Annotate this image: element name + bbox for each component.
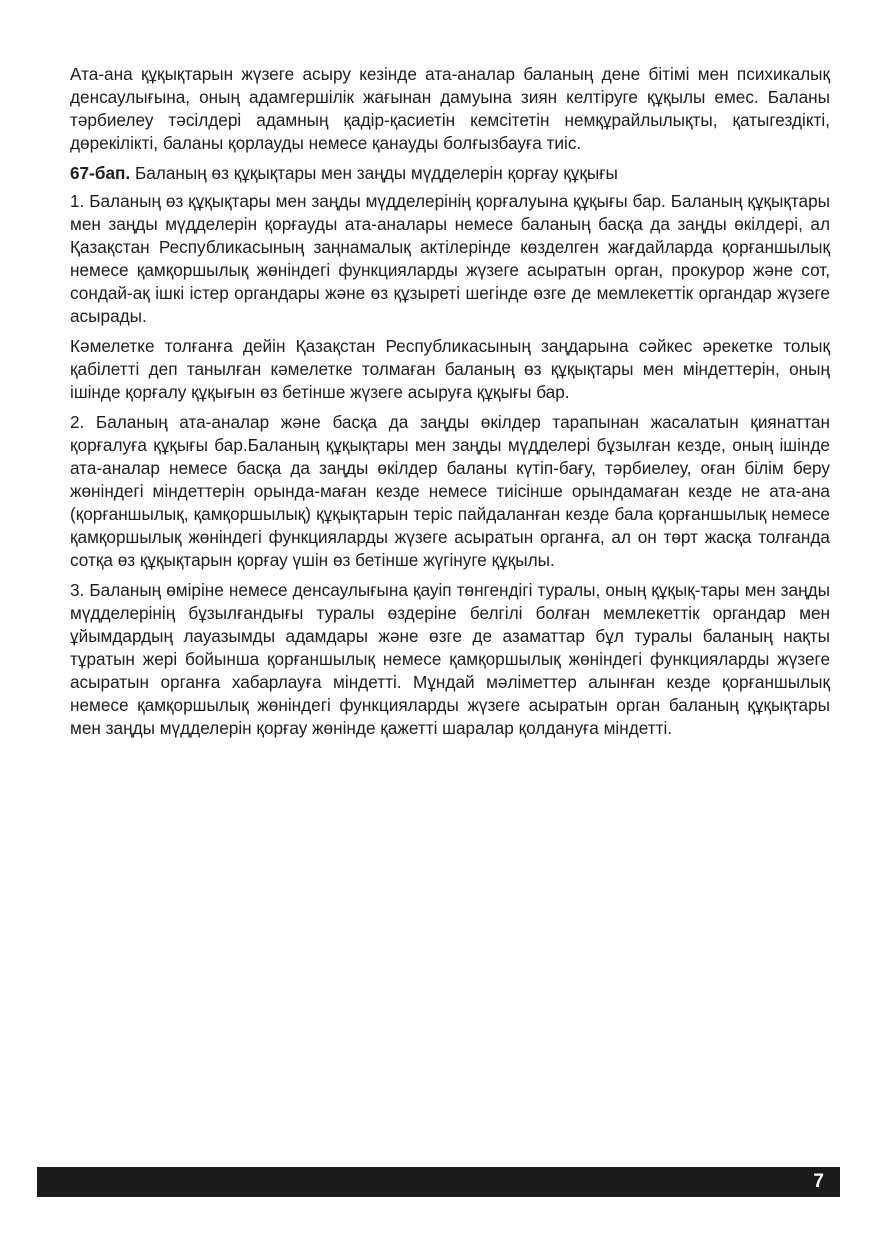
article-title: Баланың өз құқықтары мен заңды мүдделерін қорғау құқығы (134, 163, 618, 183)
article-heading (70, 162, 830, 185)
document-body (70, 63, 830, 747)
footer-bar (37, 1167, 840, 1197)
paragraph-full-capacity: Кәмелетке толғанға дейін Қазақстан Республикасының заңдарына сәйкес әрекетке толық қабілетті деп танылған кәмелетке толмаған баланың өз құқықтары мен міндеттерін, оның ішінде қорғалу құқығын өз бетінше жүзеге асыруға құқығы бар. (70, 336, 830, 402)
intro-paragraph: Ата-ана құқықтарын жүзеге асыру кезінде ата-аналар баланың дене бітімі мен психикалық денсаулығына, оның адамгершілік жағынан дамуына зиян келтіруге құқылы емес. Баланы тәрбиелеу тәсілдері адамның қадір-қасиетін кемсітетін немқұрайлылықты, қатыгездікті, дөрекілікті, баланы қорлауды немесе қанауды болғызбауға тиіс. (70, 64, 830, 153)
paragraph-2: 2. Баланың ата-аналар және басқа да заңды өкілдер тарапынан жасалатын қиянаттан қорғалуға құқығы бар.Баланың құқықтары мен заңды мүдделері бұзылған кезде, оның ішінде ата-аналар немесе басқа да заңды өкілдер баланы күтіп-бағу, тәрбиелеу, оған білім беру жөніндегі міндеттерін орында-маған кезде немесе тиісінше орындамаған кезде не ата-ана (қорғаншылық, қамқоршылық) құқықтарын теріс пайдаланған кезде бала қорғаншылық немесе қамқоршылық жөніндегі функцияларды жүзеге асыратын органға, ал он төрт жасқа толғанда сотқа өз құқықтарын қорғау үшін өз бетінше жүгінуге құқылы. (70, 412, 830, 570)
paragraph-1: 1. Баланың өз құқықтары мен заңды мүдделерінің қорғалуына құқығы бар. Баланың құқықтары мен заңды мүдделерін қорғауды ата-аналары немесе баланың басқа да заңды өкілдері, ал Қазақстан Республикасының заңнамалық актілерінде көзделген жағдайларда қорғаншылық немесе қамқоршылық жөніндегі функцияларды жүзеге асыратын орган, прокурор және сот, сондай-ақ ішкі істер органдары және өз құзыреті шегінде өзге де мемлекеттік органдар жүзеге асырады. (70, 191, 830, 326)
paragraph-3: 3. Баланың өміріне немесе денсаулығына қауіп төнгендігі туралы, оның құқық-тары мен заңды мүдделерінің бұзылғандығы туралы өздеріне белгілі болған мемлекеттік органдар мен ұйымдардың лауазымды адамдары және өзге де азаматтар бұл туралы баланың нақты тұратын жері бойынша қорғаншылық немесе қамқоршылық жөніндегі функцияларды жүзеге асыратын органға хабарлауға міндетті. Мұндай мәліметтер алынған кезде қорғаншылық немесе қамқоршылық жөніндегі функцияларды жүзеге асыратын орган баланың құқықтары мен заңды мүдделерін қорғау жөнінде қажетті шаралар қолдануға міндетті. (70, 580, 830, 738)
page-number: 7 (813, 1171, 824, 1192)
article-number: 67-бап. (70, 163, 131, 183)
